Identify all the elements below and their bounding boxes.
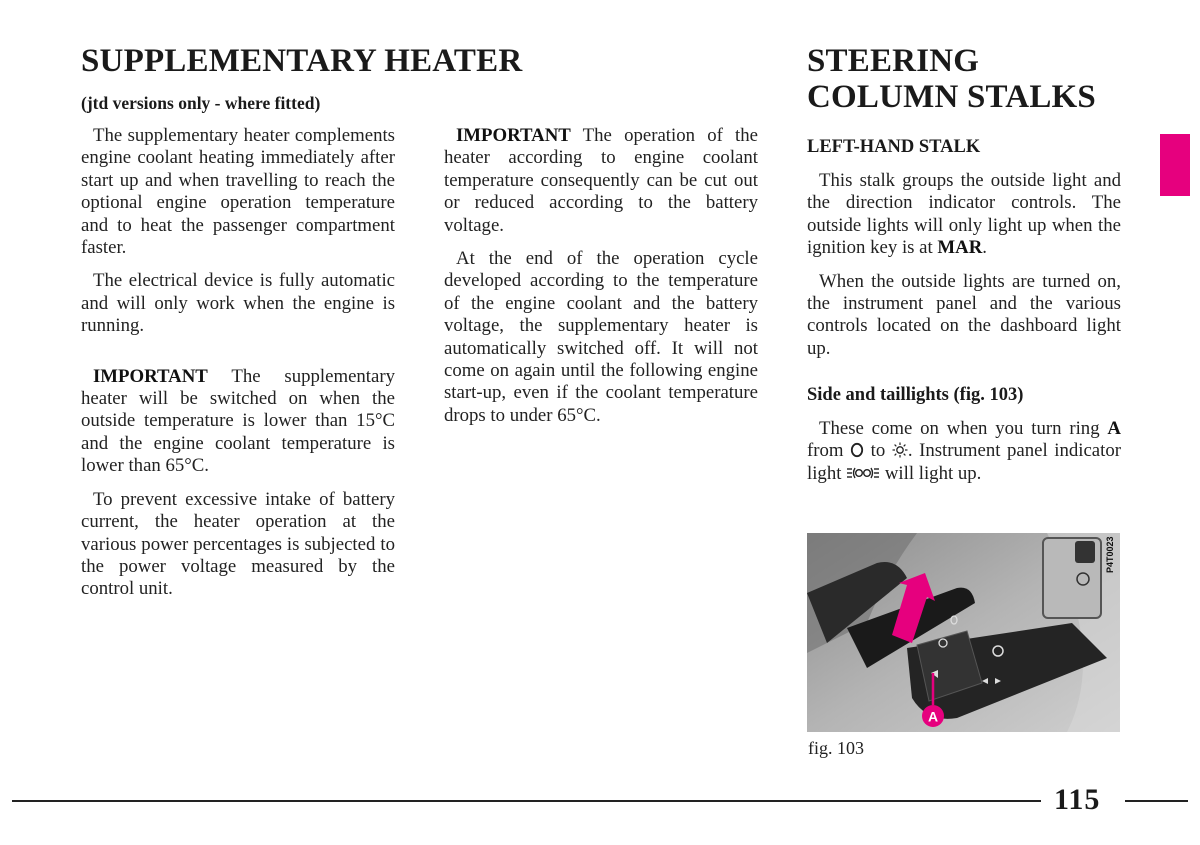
section-tab-marker [1160, 134, 1190, 196]
paragraph [807, 418, 1121, 485]
callout-label: A [927, 708, 939, 725]
paragraph-text: from [807, 440, 851, 462]
page-number: 115 [1054, 783, 1101, 816]
important-label: IMPORTANT [93, 365, 208, 387]
paragraph-text: to [864, 440, 892, 462]
paragraph: At the end of the operation cycle developed according to the temperature of the engine coolant and the battery voltage, the supplementary heater is automatically switched off. It will not come on again until the following engine start-up, even if the coolant temperature drops to under 65°C. [444, 248, 758, 426]
stalk-photo [807, 533, 1120, 732]
light-switch-knob [1075, 541, 1095, 563]
off-position-icon [850, 442, 864, 458]
subheading-side-and-taillights: Side and taillights (fig. 103) [807, 385, 1024, 405]
section-subtitle: (jtd versions only - where fitted) [81, 93, 321, 113]
ring-a-label: A [1107, 418, 1121, 439]
paragraph [81, 366, 395, 478]
important-label: IMPORTANT [456, 125, 571, 146]
subheading-left-hand-stalk: LEFT-HAND STALK [807, 137, 981, 157]
section-title-line-2: COLUMN STALKS [807, 79, 1096, 115]
paragraph: To prevent excessive intake of battery current, the heater operation at the various power percentages is subjected to the power voltage measured by the control unit. [81, 488, 395, 600]
paragraph-text: . Instrument panel indicator light [807, 440, 1121, 484]
footer-rule-left [12, 800, 1041, 802]
paragraph-text: The supplementary heater will be switched on when the outside temperature is lower than 15°C and the engine coolant temperature is lower than 65°C. [81, 365, 395, 477]
paragraph-text: will light up. [880, 462, 982, 484]
paragraph: The electrical device is fully automatic and will only work when the engine is running. [81, 270, 395, 337]
text-column-1 [81, 125, 395, 601]
paragraph: When the outside lights are turned on, the instrument panel and the various controls located on the dashboard light up. [807, 270, 1121, 359]
footer-rule-right [1125, 800, 1188, 802]
text-column-3 [807, 170, 1121, 360]
paragraph [807, 170, 1121, 260]
figure-caption: fig. 103 [808, 738, 864, 758]
paragraph-text: These come on when you turn ring [819, 418, 1108, 439]
text-column-4 [807, 418, 1121, 485]
side-lights-indicator-icon [846, 465, 880, 481]
text-column-2 [444, 125, 758, 427]
section-title-supplementary-heater: SUPPLEMENTARY HEATER [81, 43, 523, 79]
side-light-icon [892, 442, 908, 458]
mar-label: MAR [937, 237, 983, 259]
paragraph-text: The operation of the heater according to engine coolant temperature consequently can be cut out or reduced according to the battery voltage. [444, 125, 758, 236]
figure-code: P4T0023 [1105, 536, 1115, 573]
section-title-line-1: STEERING [807, 43, 980, 79]
paragraph: The supplementary heater complements engine coolant heating immediately after start up and when travelling to reach the optional engine operation temperature and to heat the passenger compartment faster. [81, 125, 395, 259]
paragraph-text: This stalk groups the outside light and the direction indicator controls. The outside lights will only light up when the ignition key is at [807, 170, 1121, 259]
paragraph [444, 125, 758, 237]
paragraph-text: . [982, 237, 987, 259]
